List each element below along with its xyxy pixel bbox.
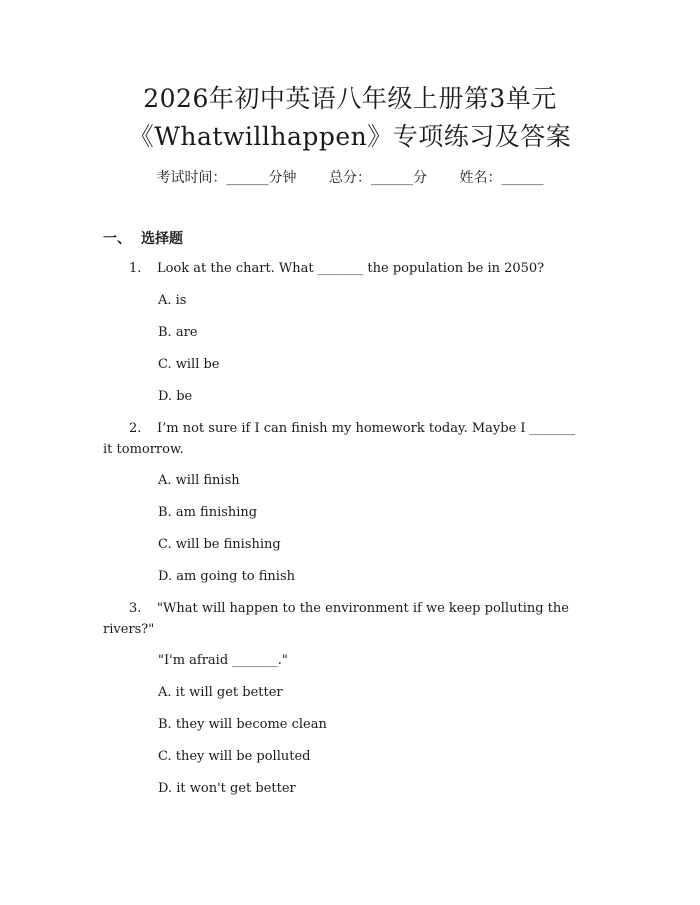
- question-3-stem: [129, 599, 569, 619]
- question-3-option-d: D. it won't get better: [158, 781, 296, 796]
- student-name-field: 姓名：______: [459, 170, 544, 186]
- question-3-option-a: A. it will get better: [158, 685, 283, 700]
- total-score-field: 总分：______分: [329, 170, 427, 186]
- question-text: I’m not sure if I can finish my homework today. Maybe I _______: [157, 421, 576, 436]
- question-3-stem-continued: rivers?": [103, 622, 155, 637]
- exam-meta: [0, 168, 700, 188]
- question-text: "What will happen to the environment if we keep polluting the: [157, 601, 569, 616]
- section-number: 一、: [103, 231, 131, 247]
- question-2-option-a: A. will finish: [158, 473, 240, 488]
- exam-time-field: 考试时间：______分钟: [156, 170, 297, 186]
- question-2-option-b: B. am finishing: [158, 505, 258, 520]
- question-1-option-c: C. will be: [158, 357, 220, 372]
- question-1-option-d: D. be: [158, 389, 193, 404]
- question-1-option-a: A. is: [158, 293, 187, 308]
- question-3-option-b: B. they will become clean: [158, 717, 327, 732]
- question-number: 1.: [129, 261, 142, 276]
- question-1-stem: [129, 259, 544, 279]
- section-title: 选择题: [141, 231, 183, 247]
- question-number: 2.: [129, 421, 142, 436]
- question-2-stem: [129, 419, 575, 439]
- question-1-option-b: B. are: [158, 325, 198, 340]
- question-number: 3.: [129, 601, 142, 616]
- page-title-line2: 《Whatwillhappen》专项练习及答案: [128, 122, 572, 151]
- question-2-option-c: C. will be finishing: [158, 537, 281, 552]
- question-2-option-d: D. am going to finish: [158, 569, 295, 584]
- page-title-line1: 2026年初中英语八年级上册第3单元: [143, 84, 557, 113]
- question-2-stem-continued: it tomorrow.: [103, 442, 184, 457]
- question-text: Look at the chart. What _______ the population be in 2050?: [157, 261, 545, 276]
- section-heading: [103, 229, 183, 249]
- question-3-reply: "I'm afraid _______.": [158, 653, 288, 668]
- question-3-option-c: C. they will be polluted: [158, 749, 311, 764]
